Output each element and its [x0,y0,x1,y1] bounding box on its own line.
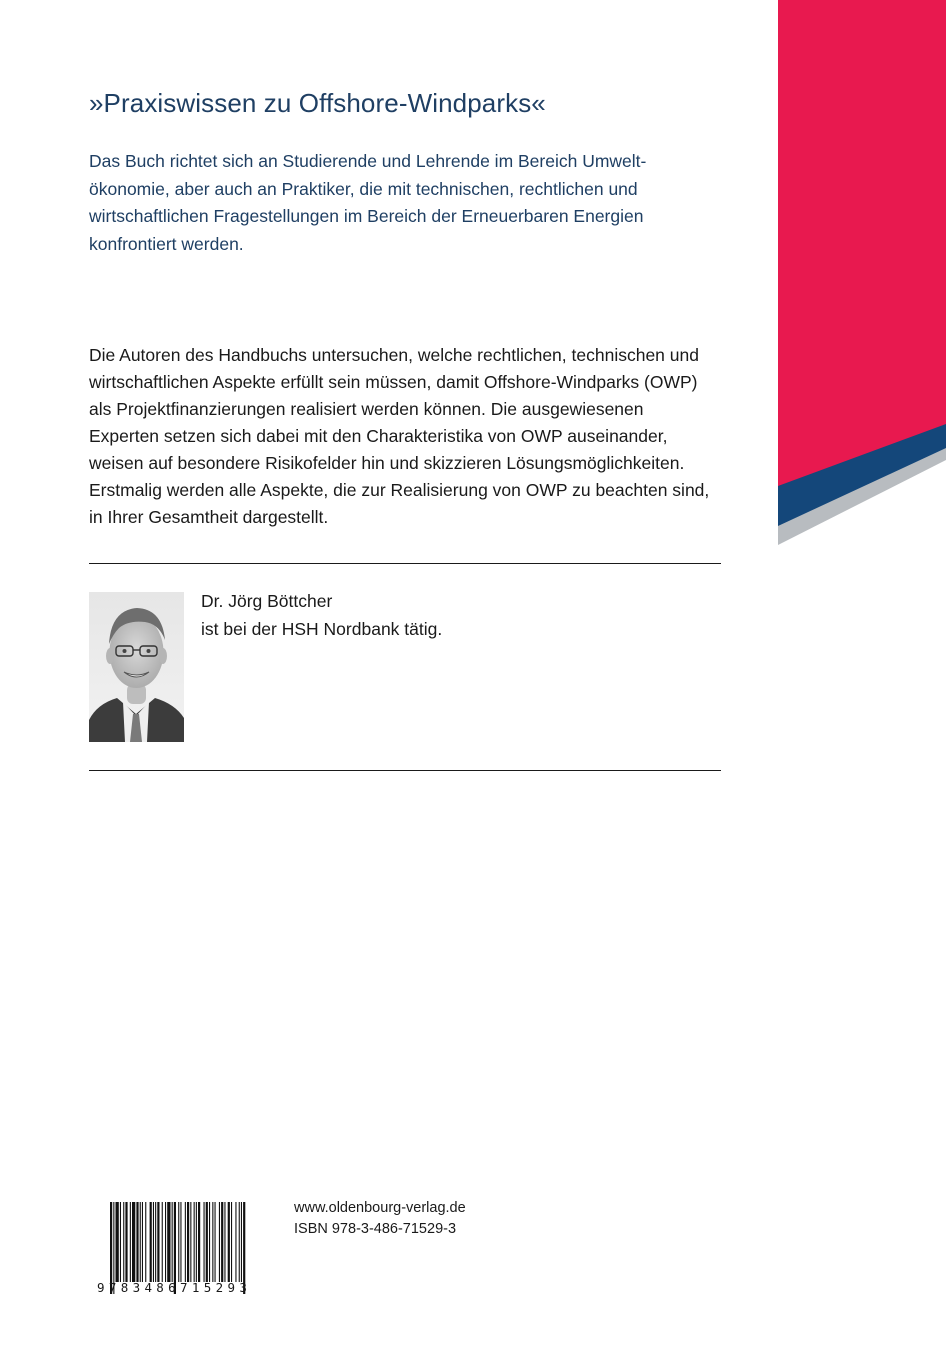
barcode-bar [190,1202,191,1282]
publisher-info [294,1198,466,1240]
barcode-bar [187,1202,189,1282]
barcode-digit: 9 [97,1280,105,1295]
barcode-bar [142,1202,143,1282]
barcode-digit: 6 [168,1280,176,1295]
barcode-digit: 4 [144,1280,152,1295]
barcode-bar [120,1202,121,1282]
publisher-website: www.oldenbourg-verlag.de [294,1200,466,1216]
barcode-bar [231,1202,232,1282]
author-photo [89,592,184,742]
barcode-digit: 2 [215,1280,224,1295]
author-name: Dr. Jörg Böttcher [201,591,333,611]
barcode-bar [136,1202,138,1282]
barcode-bar [224,1202,225,1282]
barcode-digit: 7 [180,1280,188,1295]
barcode-bar [153,1202,154,1282]
barcode-digit: 3 [132,1280,141,1295]
barcode-bar [228,1202,230,1282]
barcode-digit: 8 [120,1280,129,1295]
barcode-bar [125,1202,127,1282]
barcode-bar [212,1202,213,1282]
barcode-bar [209,1202,210,1282]
barcode-digit: 3 [239,1280,247,1295]
barcode-bar [145,1202,146,1282]
barcode-bar [180,1202,181,1282]
barcode-bar [235,1202,236,1282]
barcode-bar [178,1202,179,1282]
barcode-bar [157,1202,159,1282]
barcode-bar [221,1202,223,1282]
red-panel [778,0,946,486]
headline: »Praxiswissen zu Offshore-Windparks« [89,88,546,118]
barcode-bar [198,1202,200,1282]
barcode-bar [116,1202,119,1282]
barcode-digit: 5 [203,1280,212,1295]
author-info [201,587,442,643]
barcode-digits [97,1280,247,1295]
intro-text: Das Buch richtet sich an Studierende und Lehrende im Bereich Umwelt- ökonomie, aber auch an Praktiker, die mit technischen, rechtlichen und wirtschaftlichen Fragestellungen im Bereich der Erneuerbaren Energien konfrontiert werden. [89,151,647,254]
description-text: Die Autoren des Handbuchs untersuchen, welche rechtlichen, technischen und wirtschaftlichen Aspekte erfüllt sein müssen, damit Offshore-Windparks (OWP) als Projektfinanzierungen realisiert werden können. Die ausgewiesenen Experten setzen sich dabei mit den Charakteristika von OWP auseinander, weisen auf besondere Risikofelder hin und skizzieren Lösungsmöglichkeiten. Erstmalig werden alle Aspekte, die zur Realisierung von OWP zu beachten sind, in Ihrer Gesamtheit dargestellt. [89,345,710,527]
barcode-bar [215,1202,216,1282]
barcode-bar [130,1202,131,1282]
barcode-digit: 9 [227,1280,235,1295]
barcode-bar [239,1202,240,1282]
divider-bottom [89,770,721,771]
barcode-bar [123,1202,124,1282]
barcode-bar [167,1202,170,1282]
author-description: ist bei der HSH Nordbank tätig. [201,619,443,639]
barcode-bar [155,1202,156,1282]
barcode-bar [140,1202,141,1282]
barcode-bar [241,1202,242,1282]
barcode-bar [194,1202,195,1282]
barcode-bar [162,1202,163,1282]
barcode-bar [206,1202,208,1282]
barcode-bar [196,1202,197,1282]
barcode-bar [150,1202,152,1282]
barcode-digit: 8 [156,1280,164,1295]
isbn-text: ISBN 978-3-486-71529-3 [294,1221,457,1237]
barcode-bar [185,1202,186,1282]
barcode-bar [219,1202,220,1282]
barcode-bar [172,1202,173,1282]
barcode-bar [165,1202,166,1282]
barcode-digit: 1 [191,1280,200,1295]
divider-top [89,563,721,564]
barcode-bar [204,1202,205,1282]
cover-decoration [778,0,946,560]
barcode-digit: 7 [108,1280,117,1295]
barcode-bar [132,1202,135,1282]
